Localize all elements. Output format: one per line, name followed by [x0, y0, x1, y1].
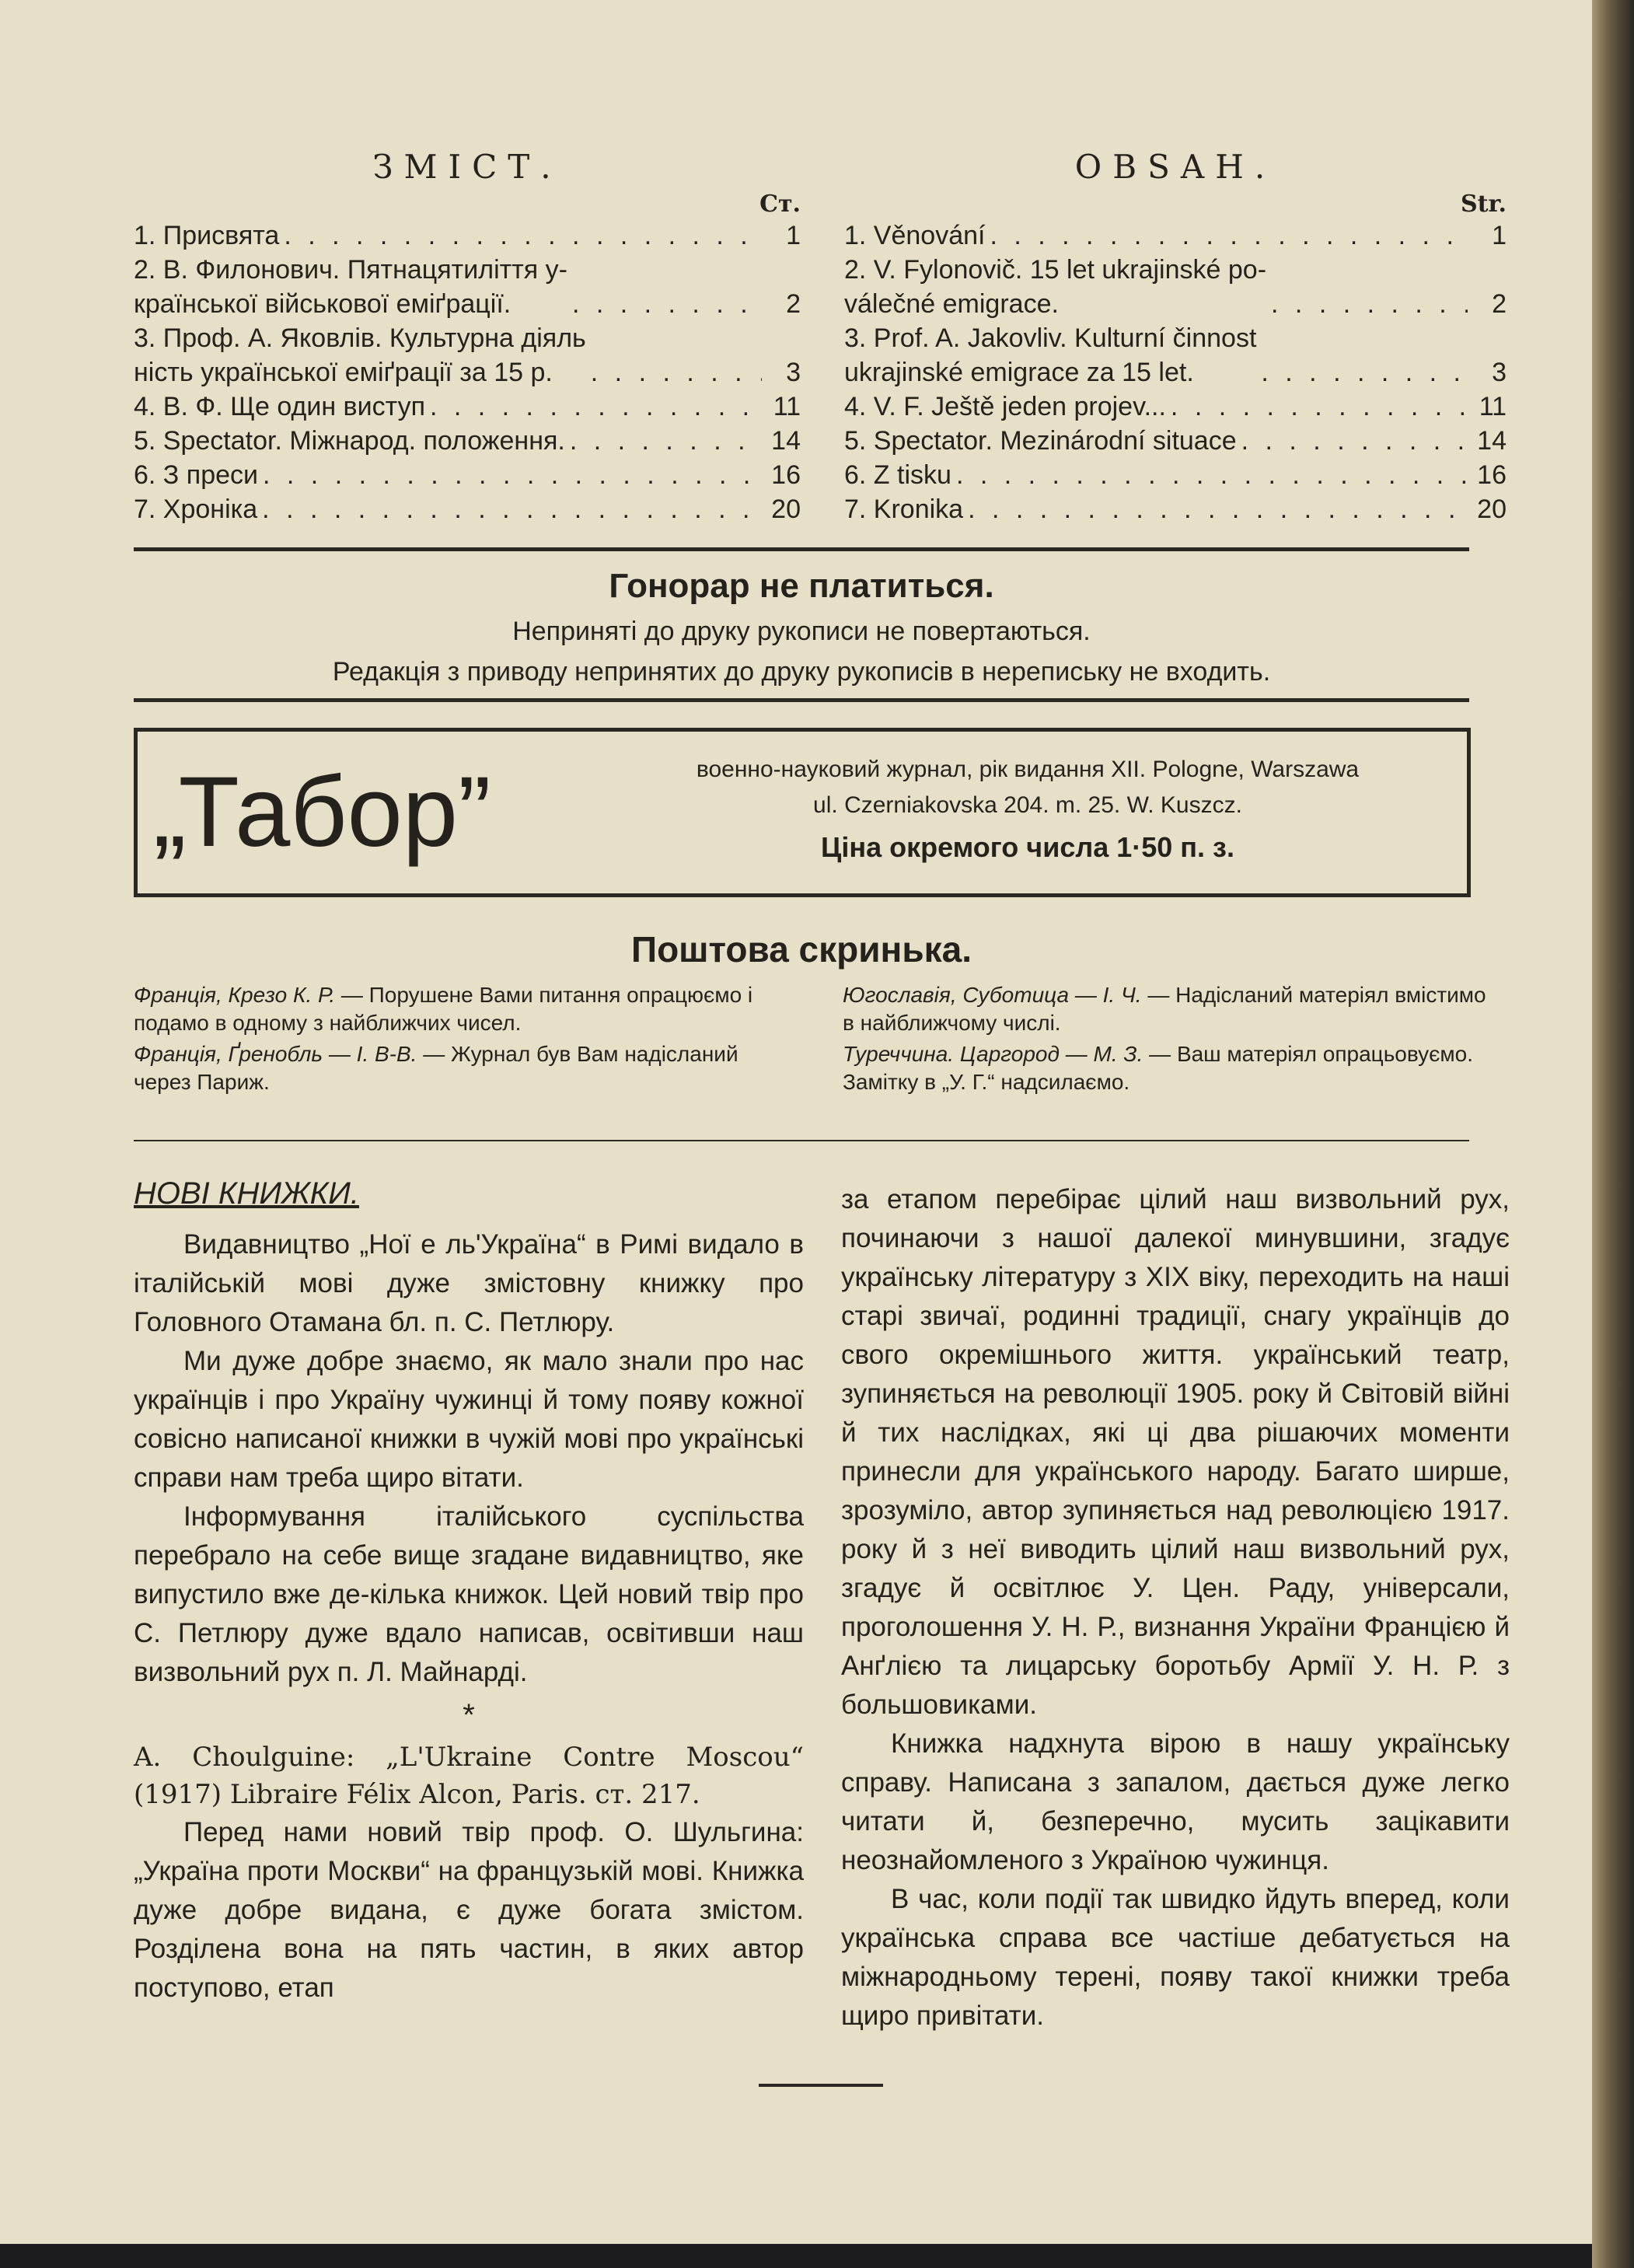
toc-czech	[844, 148, 1507, 526]
toc-entry-title: 2. V. Fylonovič. 15 let ukrajinské po- válečné emigrace.	[844, 255, 1267, 319]
toc-entry-title: 1. Věnování	[844, 221, 986, 250]
mailbox-reply-text: Порушене Вами питання опрацюємо і подамо в одному з найближчих чисел.	[134, 983, 753, 1035]
toc-entry-page: 20	[1477, 494, 1507, 524]
toc-entry	[134, 424, 801, 458]
toc-entry-title: 4. В. Ф. Ще один виступ	[134, 392, 425, 421]
toc-entry-page: 11	[773, 392, 801, 421]
mailbox-reply	[134, 981, 787, 1037]
ad-info	[604, 752, 1451, 823]
toc-leader-dots	[1241, 424, 1468, 458]
toc-entry	[844, 458, 1507, 492]
notice-heading: Гонорар не платиться.	[609, 567, 994, 605]
paragraph: за етапом перебірає цілий наш визвольний рух, починаючи з нашої далекої минувшини, згадує українську літературу з XIX віку, переходить на наші старі звичаї, родинні традиції, снагу українців до свого окремішнього життя. український театр, зупиняється на революції 1905. року й Світовій війні й тих наслідках, які ці два рішаючих моменти принесли для українського народу. Багато ширше, зрозуміло, автор зупиняється над революцією 1917. року й з неї виводить цілий наш визвольний рух, згадує й освітлює У. Цен. Раду, універсали, проголошення У. Н. Р., визнання України Францією й Анґлією та лицарську боротьбу Армії У. Н. Р. з большовиками.	[841, 1184, 1510, 1720]
toc-entry-page: 14	[771, 426, 801, 456]
end-rule	[759, 2084, 883, 2087]
divider	[134, 1140, 1469, 1141]
toc-leader-dots	[263, 458, 762, 492]
mailbox-addressee: Югославія, Суботица — І. Ч. —	[843, 983, 1170, 1007]
notice-line: Неприняті до друку рукописи не повертаються.	[512, 617, 1091, 646]
tabor-advertisement	[134, 728, 1471, 897]
toc-title: ЗМІСТ.	[372, 148, 562, 186]
toc-entry-title: 1. Присвята	[134, 221, 280, 250]
toc-entry	[844, 424, 1507, 458]
toc-entry-page: 20	[771, 494, 801, 524]
toc-entry-page: 14	[1477, 426, 1507, 456]
mailbox-reply	[843, 981, 1488, 1037]
scan-bottom-band	[0, 2244, 1592, 2268]
toc-entry-title: 7. Хроніка	[134, 494, 258, 524]
toc-entry	[134, 218, 801, 253]
paragraph: Книжка надхнута вірою в нашу українську справу. Написана з запалом, дається дуже легко читати й, безперечно, мусить зацікавити неознайомленого з Україною чужинця.	[841, 1728, 1510, 1875]
toc-entry-page: 3	[1492, 358, 1507, 387]
toc-entry-title: 3. Проф. А. Яковлів. Культурна діяль ність української еміґрації за 15 р.	[134, 323, 586, 387]
ad-info-line: военно-науковий журнал, рік видання XII. Pologne, Warszawa	[696, 757, 1360, 782]
toc-page-label: Str.	[1460, 190, 1507, 218]
toc-entry-title: 2. В. Филонович. Пятнацятиліття у- країнської військової еміґрації.	[134, 255, 567, 319]
toc-entry-title: 7. Kronika	[844, 494, 964, 524]
paragraph: В час, коли події так швидко йдуть вперед, коли українська справа все частіше дебатується на міжнародньому терені, появу такої книжки треба щиро привітати.	[841, 1884, 1510, 2031]
divider	[134, 547, 1469, 551]
toc-entry	[134, 390, 801, 424]
toc-entry-title: 5. Spectator. Mezinárodní situace	[844, 426, 1237, 456]
section-title: НОВІ КНИЖКИ.	[134, 1176, 359, 1211]
toc-entry-title: 6. Z tisku	[844, 460, 951, 490]
toc-leader-dots	[1271, 287, 1468, 321]
mailbox-reply-text: Надісланий матеріял вмістимо в найближчому числі.	[843, 983, 1486, 1035]
mailbox-reply-text: Журнал був Вам надісланий через Париж.	[134, 1042, 738, 1094]
toc-entry-page: 2	[1492, 289, 1507, 319]
ad-price: Ціна окремого числа 1·50 п. з.	[821, 831, 1234, 863]
toc-leader-dots	[968, 492, 1468, 526]
separator-star: *	[463, 1698, 475, 1732]
divider	[134, 698, 1469, 702]
toc-entry-title: 3. Prof. A. Jakovliv. Kulturní činnost ukrajinské emigrace za 15 let.	[844, 323, 1257, 387]
toc-entry	[844, 321, 1507, 390]
paragraph: Видавництво „Ної е ль'Україна“ в Римі видало в італійській мові дуже змістовну книжку про Головного Отамана бл. п. С. Петлюру.	[134, 1229, 804, 1337]
toc-leader-dots	[990, 218, 1468, 253]
toc-entry	[844, 492, 1507, 526]
ad-info-line: ul. Czerniakovska 204. m. 25. W. Kuszcz.	[813, 792, 1242, 818]
toc-leader-dots	[572, 287, 762, 321]
toc-entry	[844, 390, 1507, 424]
toc-entry-title: 6. З преси	[134, 460, 259, 490]
paragraph: Перед нами новий твір проф. О. Шульгина: „Україна проти Москви“ на французькій мові. Книжка дуже добре видана, є дуже богата змістом. Розділена вона на пять частин, в яких автор поступово, етап	[134, 1817, 804, 2003]
toc-page-label: Ст.	[759, 190, 801, 218]
book-edge	[1592, 0, 1634, 2268]
toc-leader-dots	[1171, 390, 1468, 424]
toc-leader-dots	[262, 492, 762, 526]
toc-title: OBSAH.	[1074, 148, 1276, 186]
toc-entry-title: 4. V. F. Ještě jeden projev...	[844, 392, 1166, 421]
toc-leader-dots	[284, 218, 762, 253]
toc-entry	[134, 321, 801, 390]
toc-entry-page: 3	[786, 358, 801, 387]
mailbox-reply-text: Ваш матеріял опрацьовуємо. Замітку в „У. Г.“ надсилаємо.	[843, 1042, 1474, 1094]
toc-entry	[134, 253, 801, 321]
toc-entry-page: 1	[786, 221, 801, 250]
toc-entry	[134, 492, 801, 526]
mailbox-addressee: Туреччина. Царгород — М. З. —	[843, 1042, 1171, 1066]
mailbox-title: Поштова скринька.	[631, 929, 972, 970]
toc-entry-page: 2	[786, 289, 801, 319]
toc-entry	[844, 218, 1507, 253]
paragraph: Інформування італійського суспільства перебрало на себе вище згадане видавництво, яке випустило вже де-кілька книжок. Цей новий твір про С. Петлюру дуже вдало написав, освітивши наш визвольний рух п. Л. Майнарді.	[134, 1501, 804, 1687]
toc-entry	[134, 458, 801, 492]
toc-leader-dots	[956, 458, 1468, 492]
toc-entry-page: 1	[1492, 221, 1507, 250]
toc-leader-dots	[591, 355, 762, 390]
article-right-column	[841, 1180, 1510, 2036]
mailbox-addressee: Франція, Ґренобль — І. В-В. —	[134, 1042, 445, 1066]
book-citation: A. Choulguine: „L'Ukraine Contre Moscou“ (1917) Libraire Félix Alcon, Paris. ст. 217.	[134, 1742, 804, 1810]
ad-journal-name: „Табор”	[153, 757, 491, 868]
mailbox-left-column	[134, 981, 787, 1099]
notice-line: Редакція з приводу непринятих до друку рукописів в нерепиську не входить.	[332, 657, 1271, 687]
toc-entry-page: 11	[1479, 392, 1507, 421]
editorial-notice	[134, 561, 1469, 692]
paragraph: Ми дуже добре знаємо, як мало знали про нас українців і про Україну чужинці й тому появу кожної совісно написаної книжки в чужій мові про українські справи нам треба щиро вітати.	[134, 1346, 804, 1493]
mailbox-addressee: Франція, Крезо К. Р. —	[134, 983, 363, 1007]
mailbox-reply	[843, 1040, 1488, 1096]
toc-entry-page: 16	[1477, 460, 1507, 490]
toc-entry-page: 16	[771, 460, 801, 490]
toc-leader-dots	[1261, 355, 1468, 390]
toc-entry-title: 5. Spectator. Міжнарод. положення.	[134, 426, 565, 456]
article-left-column	[134, 1174, 804, 2008]
mailbox-right-column	[843, 981, 1488, 1099]
toc-leader-dots	[570, 424, 762, 458]
toc-ukrainian	[134, 148, 801, 526]
toc-entry	[844, 253, 1507, 321]
toc-leader-dots	[430, 390, 762, 424]
mailbox-reply	[134, 1040, 787, 1096]
